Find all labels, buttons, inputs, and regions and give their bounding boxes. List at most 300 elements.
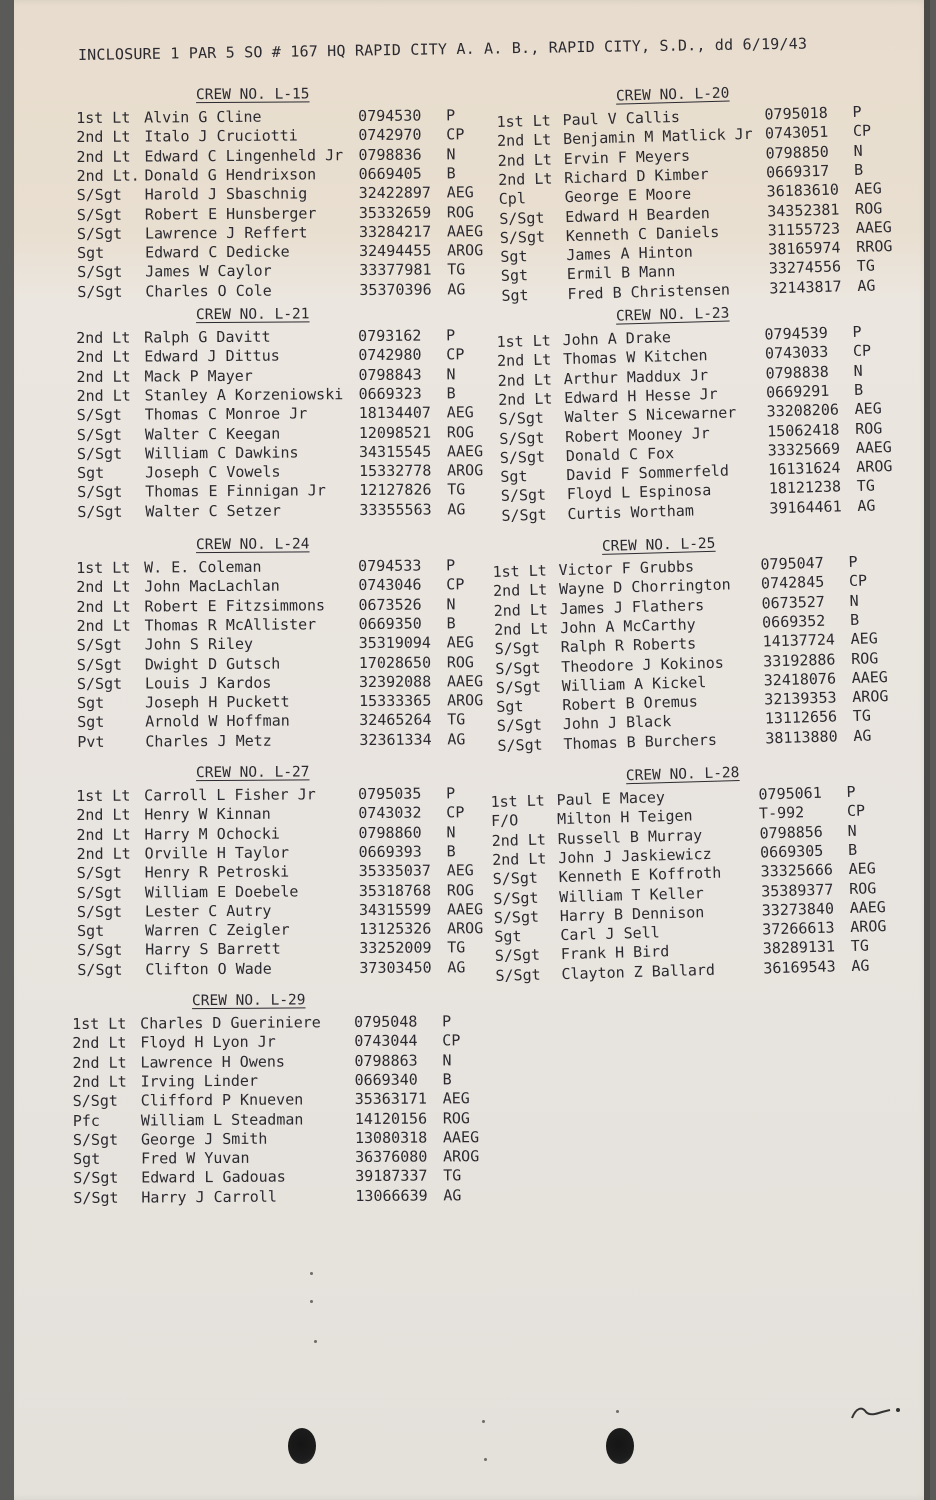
crew-member-row [77, 957, 497, 980]
crew-position: P [848, 552, 858, 572]
rank-text: Sgt [500, 247, 528, 267]
member-name: John MacLachlan [144, 576, 280, 596]
member-name: Ervin F Meyers [563, 146, 691, 168]
crew-position: AAEG [446, 899, 484, 919]
member-name: James W Caylor [145, 262, 272, 281]
crew-position: AG [447, 279, 466, 299]
serial-number: 0798856 [759, 822, 824, 843]
serial-number: 0798860 [358, 823, 422, 842]
rank-text: 2nd Lt [76, 825, 131, 844]
serial-number: 35332659 [358, 203, 432, 222]
rank-text: S/Sgt [499, 428, 545, 448]
crew-position: CP [846, 801, 866, 821]
member-name: Ralph G Davitt [144, 327, 271, 347]
member-name: Lester C Autry [144, 901, 272, 921]
member-name: Ralph R Roberts [560, 634, 697, 657]
serial-number: 0798843 [358, 365, 422, 384]
rank-text: 2nd Lt [76, 147, 131, 166]
crew-position: TG [856, 256, 876, 276]
member-name: Harry B Dennison [559, 902, 705, 925]
serial-number: 0794533 [358, 556, 422, 576]
member-name: Thomas C Monroe Jr [144, 404, 308, 424]
crew-block [72, 992, 494, 1222]
member-name: Warren C Zeigler [145, 920, 290, 940]
rank-text: S/Sgt [498, 408, 545, 429]
crew-position: AEG [446, 861, 474, 880]
rank-text: 2nd Lt [497, 389, 553, 409]
rank-text: S/Sgt [499, 208, 545, 228]
rank-text: 2nd Lt. [76, 166, 140, 185]
rank-text: 2nd Lt [493, 600, 549, 620]
rank-text: S/Sgt [494, 638, 541, 659]
member-name: Ermil B Mann [566, 262, 676, 284]
member-name: Lawrence J Reffert [144, 223, 308, 243]
crew-block [492, 535, 918, 770]
serial-number: 35389377 [760, 879, 834, 900]
crew-position: N [446, 594, 456, 614]
serial-number: 35318768 [358, 881, 432, 900]
rank-text: 2nd Lt [76, 127, 131, 147]
rank-text: 2nd Lt [76, 367, 131, 386]
rank-text: 2nd Lt [496, 130, 552, 151]
crew-member-row [77, 729, 497, 752]
serial-number: 39187337 [355, 1166, 428, 1186]
member-name: Robert Mooney Jr [565, 423, 710, 446]
crew-position: N [446, 364, 456, 384]
crew-position: N [446, 822, 456, 842]
rank-text: S/Sgt [76, 405, 122, 425]
serial-number: 0673526 [358, 595, 422, 614]
crew-position: AEG [854, 399, 882, 419]
member-name: William C Dawkins [144, 443, 299, 463]
rank-text: S/Sgt [77, 282, 123, 301]
member-name: Clifton O Wade [145, 959, 272, 979]
crew-position: AROG [849, 917, 887, 937]
rank-text: S/Sgt [76, 863, 122, 883]
member-name: John A Drake [562, 328, 672, 350]
crew-title: CREW NO. L-24 [195, 536, 310, 554]
serial-number: 0669323 [358, 384, 422, 403]
serial-number: 33325669 [767, 439, 841, 460]
serial-number: 13080318 [354, 1128, 428, 1147]
crew-position: ROG [850, 648, 879, 668]
rank-text: S/Sgt [72, 1130, 119, 1149]
serial-number: 0742980 [358, 345, 422, 365]
rank-text: S/Sgt [73, 1188, 119, 1207]
member-name: Floyd H Lyon Jr [140, 1032, 276, 1052]
crew-position: N [853, 141, 863, 160]
crew-position: ROG [854, 418, 883, 438]
rank-text: S/Sgt [76, 674, 123, 693]
member-name: Frank H Bird [560, 942, 670, 964]
crew-title: CREW NO. L-27 [195, 764, 310, 782]
member-name: Wayne D Chorrington [558, 575, 731, 599]
crew-position: AAEG [855, 437, 893, 457]
rank-text: 2nd Lt [492, 580, 548, 601]
serial-number: 35335037 [358, 861, 431, 881]
crew-member-row [77, 499, 497, 522]
member-name: Milton H Teigen [556, 806, 693, 829]
serial-number: 0795048 [354, 1012, 418, 1032]
member-name: Clayton Z Ballard [561, 960, 716, 983]
member-name: Henry R Petroski [144, 862, 290, 882]
serial-number: 0743046 [358, 575, 422, 595]
rank-text: Sgt [500, 467, 528, 487]
crew-position: P [852, 102, 862, 122]
member-name: Italo J Cruciotti [144, 126, 298, 146]
crew-block [496, 85, 922, 320]
crew-position: P [446, 556, 456, 575]
rank-text: S/Sgt [77, 483, 123, 502]
crew-position: CP [446, 575, 465, 594]
member-name: Alvin G Cline [144, 107, 262, 127]
serial-number: 32361334 [359, 730, 432, 749]
member-name: Joseph C Vowels [145, 462, 281, 482]
rank-text: S/Sgt [495, 677, 542, 697]
crew-position: AAEG [446, 671, 484, 691]
serial-number: 15062418 [766, 419, 840, 440]
member-name: Fred B Christensen [567, 280, 731, 303]
crew-position: TG [856, 476, 876, 496]
member-name: Robert E Fitzsimmons [144, 595, 326, 616]
member-name: Carroll L Fisher Jr [144, 785, 316, 805]
rank-text: 2nd Lt [76, 347, 131, 367]
member-name: Henry W Kinnan [144, 804, 271, 824]
crew-position: CP [852, 121, 872, 141]
serial-number: 38289131 [762, 937, 836, 958]
member-name: Thomas B Burchers [563, 730, 718, 753]
rank-text: S/Sgt [495, 658, 541, 678]
serial-number: 0795047 [760, 553, 824, 574]
member-name: Russell B Murray [557, 825, 703, 848]
member-name: James A Hinton [566, 242, 694, 265]
member-name: Edward L Gadouas [141, 1167, 286, 1187]
crew-position: B [446, 164, 456, 183]
rank-text: S/Sgt [76, 655, 123, 674]
serial-number: 33273840 [761, 899, 835, 920]
serial-number: 39164461 [769, 497, 842, 518]
rank-text: S/Sgt [77, 263, 123, 282]
member-name: Edward H Hesse Jr [563, 384, 718, 408]
serial-number: 35370396 [359, 280, 432, 299]
member-name: Lawrence H Owens [140, 1052, 285, 1072]
serial-number: 34352381 [766, 199, 840, 220]
rank-text: S/Sgt [494, 946, 541, 966]
crew-position: AEG [442, 1089, 470, 1108]
crew-position: AG [447, 499, 466, 519]
crew-position: AG [857, 276, 876, 295]
crew-position: AG [857, 496, 876, 515]
rank-text: S/Sgt [76, 224, 123, 243]
crew-position: CP [446, 345, 465, 364]
rank-text: S/Sgt [72, 1091, 118, 1111]
crew-position: B [446, 384, 456, 403]
serial-number: 16131624 [768, 458, 841, 479]
rank-text: 2nd Lt [72, 1053, 127, 1072]
crew-block [76, 86, 498, 316]
speck [616, 1410, 619, 1413]
serial-number: 0743032 [358, 803, 422, 823]
rank-text: S/Sgt [492, 868, 539, 889]
crew-position: ROG [442, 1108, 470, 1127]
crew-position: B [442, 1070, 452, 1089]
crew-block [76, 536, 498, 766]
member-name: John A McCarthy [559, 615, 696, 638]
rank-text: Sgt [494, 927, 522, 947]
crew-position: AROG [855, 457, 893, 477]
member-name: Arthur Maddux Jr [563, 365, 709, 388]
member-name: Irving Linder [140, 1071, 259, 1091]
member-name: Paul E Macey [556, 788, 666, 810]
member-name: Louis J Kardos [144, 673, 272, 693]
member-name: William L Steadman [140, 1109, 304, 1130]
serial-number: 13112656 [764, 707, 838, 728]
member-name: Charles D Gueriniere [140, 1013, 321, 1033]
page-edge [924, 0, 930, 1500]
serial-number: 36376080 [355, 1147, 428, 1167]
rank-text: 2nd Lt [76, 844, 131, 863]
crew-position: TG [443, 1166, 462, 1185]
serial-number: 0794530 [358, 106, 422, 126]
crew-position: ROG [446, 880, 474, 899]
serial-number: 0743044 [354, 1031, 418, 1051]
member-name: Thomas E Finnigan Jr [145, 481, 326, 501]
crew-position: CP [848, 571, 868, 591]
member-name: George J Smith [140, 1129, 268, 1149]
rank-text: S/Sgt [76, 185, 122, 205]
speck [482, 1420, 485, 1423]
crew-position: ROG [446, 422, 474, 441]
member-name: William T Keller [559, 883, 704, 906]
rank-text: Sgt [496, 697, 524, 717]
rank-text: 1st Lt [496, 111, 552, 131]
serial-number: 32494455 [359, 241, 432, 261]
serial-number: 0798850 [765, 142, 830, 163]
rank-text: 1st Lt [76, 108, 131, 127]
member-name: Curtis Wortham [567, 501, 695, 523]
rank-text: Pvt [77, 732, 105, 751]
crew-position: AROG [447, 691, 484, 710]
member-name: Harry J Carroll [141, 1187, 277, 1207]
serial-number: 0742845 [760, 573, 825, 593]
rank-text: 1st Lt [490, 791, 546, 811]
member-name: Charles J Metz [145, 731, 272, 751]
member-name: Walter C Keegan [144, 424, 281, 444]
rank-text: Sgt [500, 266, 529, 286]
crew-member-row [73, 1185, 493, 1208]
crew-block [496, 305, 922, 540]
crew-position: AG [447, 957, 466, 977]
member-name: George E Moore [564, 184, 692, 207]
crew-position: AROG [851, 687, 889, 707]
member-name: Donald C Fox [565, 443, 675, 465]
serial-number: 0795035 [358, 784, 422, 804]
crew-position: B [847, 840, 858, 859]
serial-number: 0669405 [358, 164, 422, 183]
serial-number: 0669317 [765, 161, 830, 182]
serial-number: 32392088 [358, 672, 432, 691]
crew-position: AROG [447, 919, 484, 938]
crew-position: AEG [848, 859, 876, 879]
member-name: Kenneth C Daniels [565, 222, 720, 245]
rank-text: 2nd Lt [497, 169, 553, 189]
crew-position: AROG [447, 461, 484, 480]
rank-text: S/Sgt [76, 635, 122, 655]
crew-position: ROG [446, 652, 474, 671]
rank-text: S/Sgt [499, 447, 546, 467]
crew-title: CREW NO. L-23 [615, 305, 730, 325]
rank-text: S/Sgt [493, 888, 539, 908]
serial-number: 33377981 [359, 260, 432, 280]
member-name: John J Black [562, 712, 672, 734]
member-name: Harry S Barrett [145, 939, 281, 959]
crew-position: B [849, 610, 860, 629]
speck [310, 1300, 313, 1303]
crew-position: AAEG [849, 897, 887, 917]
crew-position: P [846, 782, 856, 802]
crew-position: AEG [854, 179, 882, 199]
serial-number: 33274556 [768, 257, 842, 278]
serial-number: 33284217 [358, 222, 432, 241]
rank-text: 2nd Lt [76, 616, 131, 635]
crew-position: P [446, 784, 456, 803]
serial-number: 12098521 [358, 423, 432, 442]
crew-position: RROG [855, 237, 893, 257]
rank-text: S/Sgt [499, 227, 546, 247]
serial-number: 18121238 [768, 477, 842, 498]
member-name: Floyd L Espinosa [566, 481, 712, 504]
crew-member-row [77, 279, 497, 302]
serial-number: 0669350 [358, 614, 422, 633]
rank-text: 2nd Lt [497, 150, 553, 170]
member-name: Edward C Lingenheld Jr [144, 145, 344, 166]
serial-number: 0798863 [354, 1051, 418, 1070]
rank-text: S/Sgt [76, 205, 123, 224]
member-name: Fred W Yuvan [141, 1148, 250, 1168]
rank-text: S/Sgt [497, 735, 543, 755]
crew-position: TG [850, 936, 870, 956]
member-name: Carl J Sell [560, 923, 660, 945]
serial-number: 36183610 [766, 180, 840, 201]
crew-title: CREW NO. L-21 [195, 306, 310, 324]
crew-position: B [446, 842, 456, 861]
rank-text: 2nd Lt [76, 597, 131, 616]
serial-number: 33252009 [359, 938, 432, 958]
member-name: Charles O Cole [145, 281, 272, 301]
member-name: Edward H Bearden [565, 203, 710, 226]
serial-number: 35319094 [358, 633, 431, 653]
member-name: Robert E Hunsberger [144, 203, 317, 224]
crew-position: B [853, 380, 864, 399]
rank-text: Sgt [77, 713, 105, 732]
member-name: Clifford P Knueven [140, 1090, 304, 1110]
crew-position: CP [446, 125, 465, 144]
crew-position: P [852, 322, 862, 342]
document-page [14, 0, 930, 1500]
serial-number: 0793162 [358, 326, 422, 346]
crew-position: B [853, 160, 864, 179]
rank-text: 2nd Lt [76, 805, 131, 825]
crew-title: CREW NO. L-29 [191, 992, 306, 1010]
serial-number: 0669340 [354, 1070, 418, 1089]
serial-number: 0669291 [765, 381, 830, 402]
crew-position: ROG [848, 878, 877, 898]
rank-text: 1st Lt [72, 1014, 127, 1033]
rank-text: S/Sgt [501, 505, 547, 525]
crew-title: CREW NO. L-20 [615, 85, 730, 105]
member-name: Edward J Dittus [144, 346, 280, 366]
member-name: Victor F Grubbs [558, 557, 695, 580]
rank-text: 2nd Lt [72, 1033, 127, 1053]
serial-number: 34315545 [358, 442, 432, 461]
crew-block [76, 306, 498, 536]
serial-number: 33208206 [766, 400, 840, 421]
crew-position: AEG [446, 633, 474, 652]
serial-number: 14120156 [354, 1109, 428, 1128]
serial-number: 18134407 [358, 403, 431, 423]
crew-position: AAEG [442, 1127, 480, 1147]
serial-number: 38165974 [768, 238, 841, 259]
serial-number: 0794539 [764, 323, 828, 344]
rank-text: Sgt [77, 463, 105, 483]
rank-text: S/Sgt [496, 716, 543, 736]
serial-number: 0795061 [758, 783, 822, 804]
crew-position: TG [447, 710, 466, 729]
rank-text: 1st Lt [76, 558, 131, 577]
serial-number: 31155723 [767, 219, 841, 240]
rank-text: 1st Lt [496, 331, 552, 351]
punch-hole [606, 1428, 634, 1464]
member-name: Mack P Mayer [144, 366, 253, 386]
rank-text: 2nd Lt [76, 577, 131, 597]
document-header: INCLOSURE 1 PAR 5 SO # 167 HQ RAPID CITY A. A. B., RAPID CITY, S.D., dd 6/19/43 [77, 34, 808, 64]
member-name: Thomas R McAllister [144, 615, 317, 635]
speck [310, 1272, 313, 1275]
serial-number: 13066639 [355, 1186, 428, 1205]
rank-text: Cpl [498, 189, 527, 209]
crew-position: AG [443, 1185, 462, 1205]
crew-position: CP [442, 1031, 461, 1050]
crew-title: CREW NO. L-28 [625, 765, 740, 785]
rank-text: S/Sgt [77, 502, 123, 521]
rank-text: 2nd Lt [76, 328, 131, 347]
member-name: Paul V Callis [562, 107, 681, 130]
rank-text: 2nd Lt [76, 386, 131, 405]
rank-text: F/O [490, 811, 519, 831]
rank-text: S/Sgt [76, 425, 123, 444]
crew-position: AG [851, 956, 870, 975]
crew-position: AG [853, 726, 872, 745]
crew-title: CREW NO. L-25 [601, 535, 716, 555]
member-name: John J Jaskiewicz [557, 844, 712, 868]
serial-number: 32143817 [769, 277, 842, 298]
serial-number: 12127826 [359, 480, 432, 500]
rank-text: S/Sgt [493, 907, 540, 927]
crew-position: AROG [443, 1147, 480, 1166]
rank-text: S/Sgt [76, 444, 123, 463]
rank-text: 2nd Lt [72, 1072, 127, 1091]
serial-number: 15332778 [359, 461, 432, 481]
rank-text: 2nd Lt [497, 370, 553, 390]
rank-text: S/Sgt [77, 941, 123, 960]
crew-position: AAEG [855, 217, 893, 237]
member-name: Robert B Oremus [562, 692, 699, 715]
serial-number: 15333365 [359, 691, 432, 711]
rank-text: S/Sgt [73, 1169, 119, 1188]
serial-number: 14137724 [762, 630, 836, 651]
crew-position: P [446, 326, 456, 345]
member-name: Harold J Sbaschnig [144, 184, 308, 204]
